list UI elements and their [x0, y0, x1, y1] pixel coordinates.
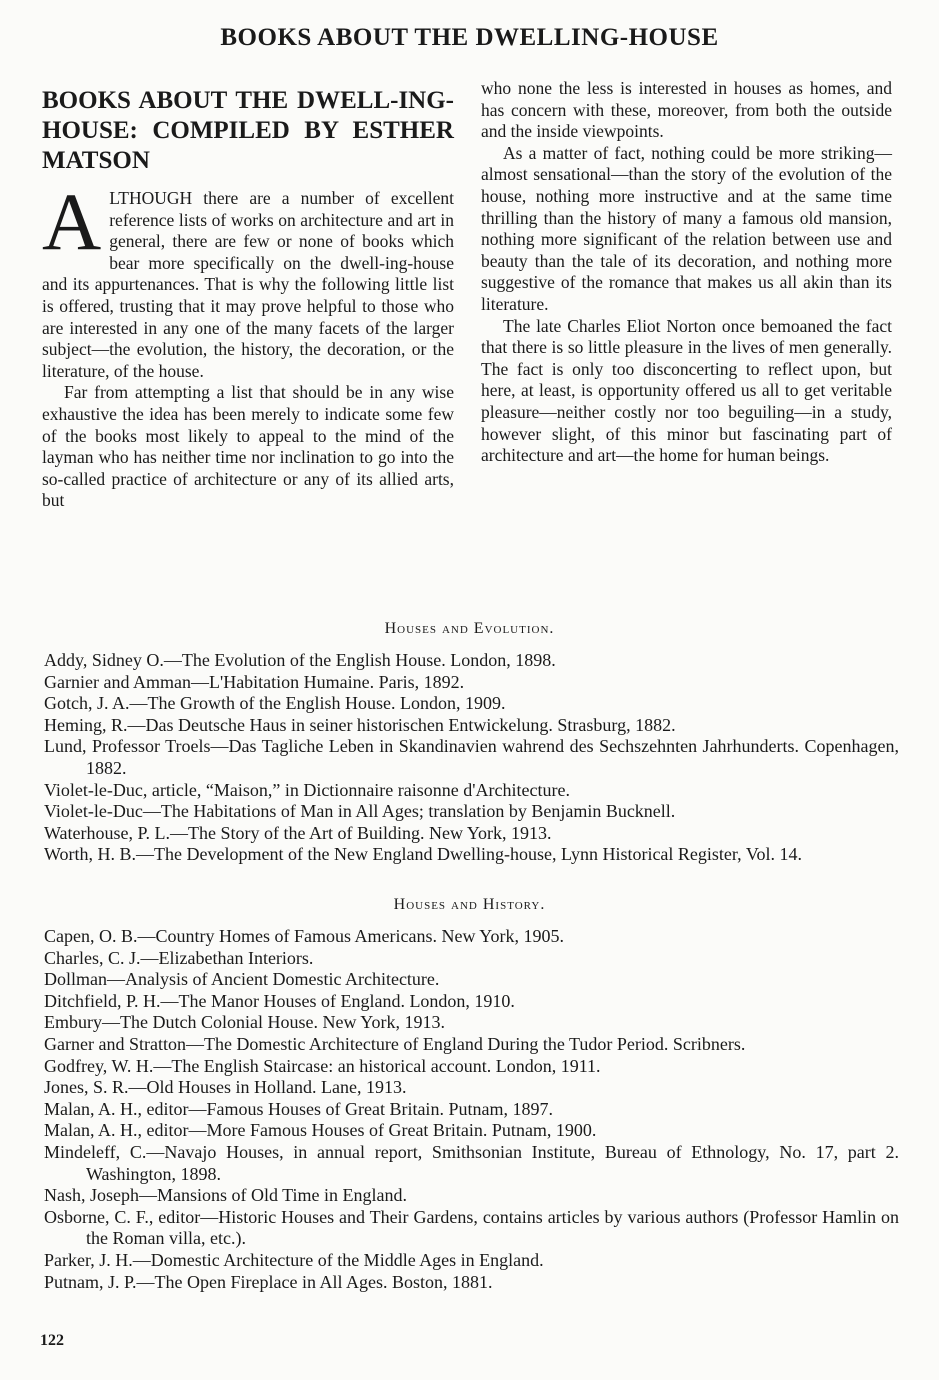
- bibliography-entry: Malan, A. H., editor—More Famous Houses of Great Britain. Putnam, 1900.: [44, 1120, 597, 1141]
- article-paragraph-3: As a matter of fact, nothing could be more striking—almost sensational—than the story of the evolution of the house, nothing more instructive and at the same time thrilling than the history of many a famous old mansion, nothing more significant of the relation between use and beauty than the tale of its decoration, and nothing more suggestive of the romance that makes us all akin than its literature.: [481, 142, 892, 314]
- bibliography-entry: Dollman—Analysis of Ancient Domestic Architecture.: [44, 969, 440, 990]
- page-number: 122: [40, 1332, 64, 1349]
- bibliography-entry: Heming, R.—Das Deutsche Haus in seiner historischen Entwickelung. Strasburg, 1882.: [44, 714, 676, 735]
- bibliography-entry: Lund, Professor Troels—Das Tagliche Leben in Skandinavien wahrend des Sechszehnten Jahrhunderts. Copenhagen, 1882.: [44, 736, 899, 778]
- section-heading-history: Houses and History.: [393, 896, 546, 913]
- bibliography-entry: Addy, Sidney O.—The Evolution of the English House. London, 1898.: [44, 650, 556, 670]
- bibliography-entry: Malan, A. H., editor—Famous Houses of Great Britain. Putnam, 1897.: [44, 1098, 553, 1119]
- bibliography-entry: Ditchfield, P. H.—The Manor Houses of England. London, 1910.: [44, 990, 515, 1011]
- bibliography-entry: Godfrey, W. H.—The English Staircase: an historical account. London, 1911.: [44, 1055, 601, 1076]
- bibliography-entry: Embury—The Dutch Colonial House. New York, 1913.: [44, 1012, 445, 1033]
- bibliography-list-history: [44, 926, 899, 1293]
- article-paragraph-4: The late Charles Eliot Norton once bemoaned the fact that there is so little pleasure in the lives of men generally. The fact is only too disconcerting to reflect upon, but here, at least, is opportunity offered us all to get veritable pleasure—neither costly nor too beguiling—in a study, however slight, of this minor but fascinating part of architecture and art—the home for human beings.: [481, 315, 892, 466]
- bibliography-entry: Putnam, J. P.—The Open Fireplace in All Ages. Boston, 1881.: [44, 1271, 493, 1292]
- bibliography-entry: Jones, S. R.—Old Houses in Holland. Lane, 1913.: [44, 1077, 407, 1098]
- bibliography-entry: Violet-le-Duc—The Habitations of Man in All Ages; translation by Benjamin Bucknell.: [44, 801, 676, 822]
- bibliography-entry: Osborne, C. F., editor—Historic Houses and Their Gardens, contains articles by various authors (Professor Hamlin on the Roman villa, etc.).: [44, 1206, 899, 1249]
- article-paragraph-2-start: Far from attempting a list that should be in any wise exhaustive the idea has been merely to indicate some few of the books most likely to appeal to the mind of the layman who has neither time nor inclination to go into the so-called practice of architecture or any of its allied arts, but: [42, 382, 454, 511]
- bibliography-entry: Charles, C. J.—Elizabethan Interiors.: [44, 947, 314, 968]
- bibliography-entry: Violet-le-Duc, article, “Maison,” in Dictionnaire raisonne d'Architecture.: [44, 779, 570, 800]
- bibliography-entry: Gotch, J. A.—The Growth of the English House. London, 1909.: [44, 693, 506, 714]
- article-left-column: [42, 86, 454, 512]
- drop-cap: A: [42, 176, 102, 267]
- running-head: BOOKS ABOUT THE DWELLING-HOUSE: [220, 24, 719, 51]
- paragraph-1-text: LTHOUGH there are a number of excellent reference lists of works on architecture and art in general, there are few or none of books which bear more specifically on the dwell-ing-house and its appurtenances. That is why the following little list is offered, trusting that it may prove helpful to those who are interested in any one of the many facets of the larger subject—the evolution, the history, the decoration, or the literature, of the house.: [42, 188, 454, 381]
- bibliography-entry: Garnier and Amman—L'Habitation Humaine. Paris, 1892.: [44, 671, 465, 692]
- bibliography-entry: Mindeleff, C.—Navajo Houses, in annual report, Smithsonian Institute, Bureau of Ethnology, No. 17, part 2. Washington, 1898.: [44, 1141, 899, 1184]
- bibliography-entry: Waterhouse, P. L.—The Story of the Art of Building. New York, 1913.: [44, 822, 552, 843]
- bibliography-entry: Garner and Stratton—The Domestic Architecture of England During the Tudor Period. Scribners.: [44, 1033, 746, 1054]
- section-heading-evolution: Houses and Evolution.: [384, 620, 555, 637]
- article-right-column: [481, 78, 892, 467]
- bibliography-list-evolution: [44, 650, 899, 866]
- article-paragraph-2-end: who none the less is interested in houses as homes, and has concern with these, moreover, from both the outside and the inside viewpoints.: [481, 78, 892, 142]
- article-title: BOOKS ABOUT THE DWELL-ING-HOUSE: COMPILED BY ESTHER MATSON: [42, 87, 454, 174]
- bibliography-entry: Nash, Joseph—Mansions of Old Time in England.: [44, 1185, 408, 1206]
- bibliography-entry: Parker, J. H.—Domestic Architecture of the Middle Ages in England.: [44, 1249, 544, 1270]
- bibliography-entry: Worth, H. B.—The Development of the New England Dwelling-house, Lynn Historical Register, Vol. 14.: [44, 844, 803, 865]
- bibliography-entry: Capen, O. B.—Country Homes of Famous Americans. New York, 1905.: [44, 926, 564, 946]
- article-paragraph-1: [42, 176, 454, 382]
